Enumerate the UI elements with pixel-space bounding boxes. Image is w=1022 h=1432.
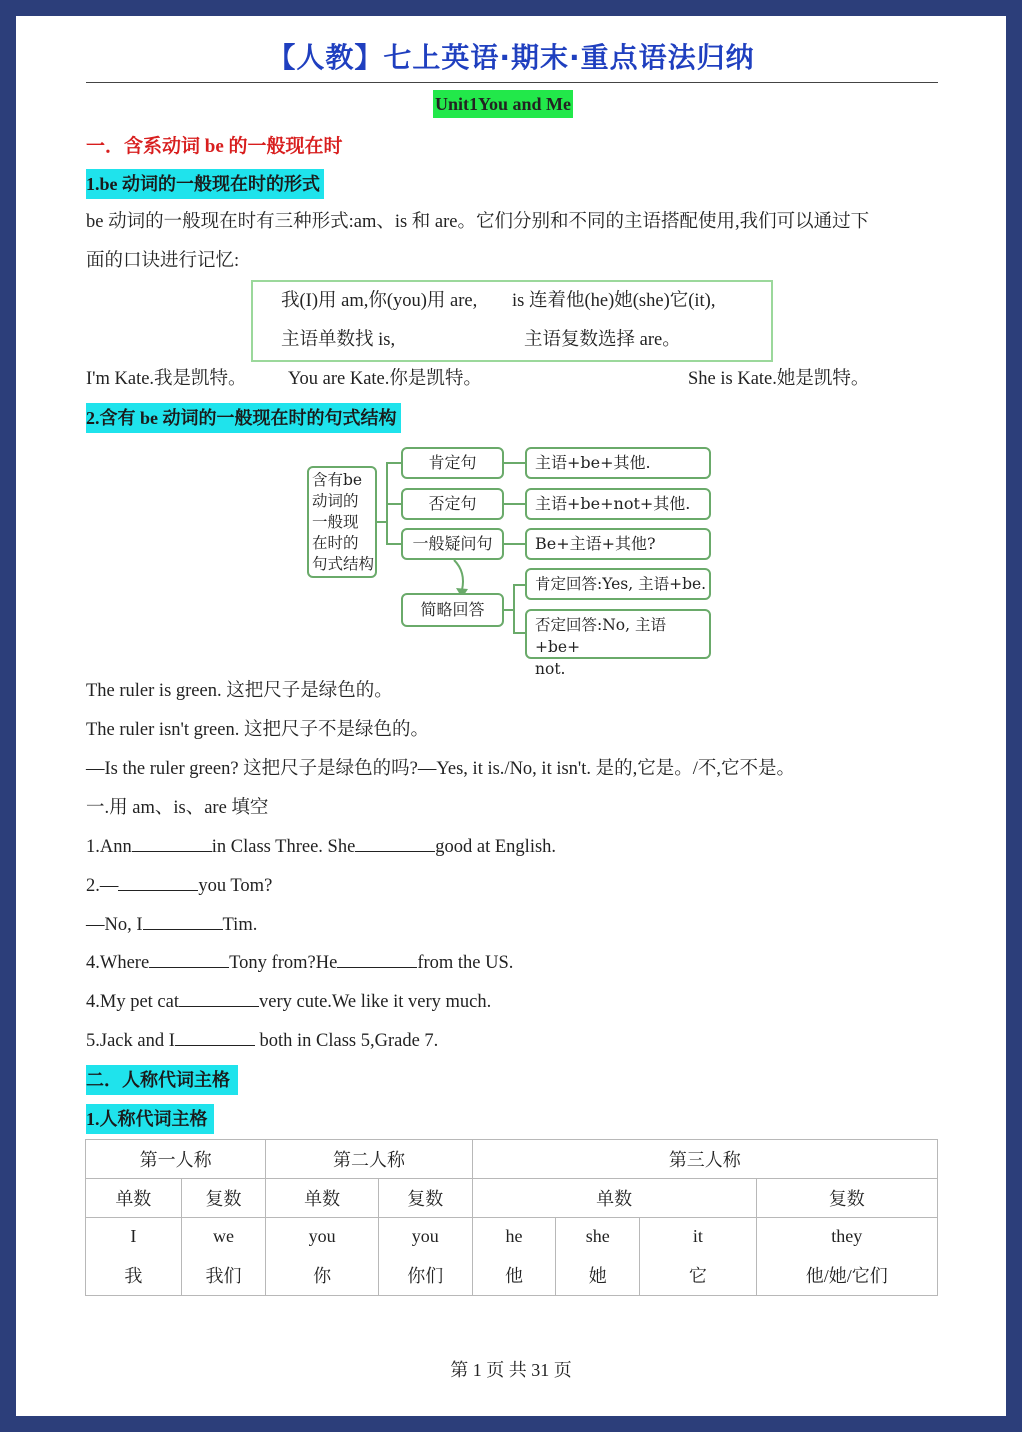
short-answer-box: 简略回答: [401, 593, 504, 627]
header-first-person: 第一人称: [86, 1140, 266, 1179]
sentence-2: The ruler isn't green. 这把尺子不是绿色的。: [86, 720, 429, 740]
pronoun-zh: 他: [504, 1265, 523, 1286]
q-text: 1.Ann: [86, 837, 132, 857]
q-text: 4.My pet cat: [86, 992, 179, 1012]
example-2: You are Kate.你是凯特。: [288, 369, 482, 389]
exercise-q2: [86, 874, 272, 898]
pronoun-zh: 你: [313, 1265, 332, 1286]
unit-label: Unit1You and Me: [433, 90, 573, 118]
answer-blank[interactable]: [149, 951, 229, 968]
rhyme-line2b: 主语复数选择 are。: [524, 330, 681, 350]
answer-blank[interactable]: [118, 874, 198, 891]
short-no-line-2: not.: [535, 660, 566, 678]
section1-sub2: 2.含有 be 动词的一般现在时的句式结构: [86, 403, 401, 433]
arrow-icon: [440, 558, 480, 598]
pronoun-table: [85, 1139, 938, 1296]
affirmative-box: 肯定句: [401, 447, 504, 479]
exercise-q4: [86, 990, 491, 1014]
connector: [513, 632, 525, 634]
connector: [504, 543, 525, 545]
header-singular: 单数: [266, 1179, 379, 1218]
connector: [386, 543, 401, 545]
q-text: 5.Jack and I: [86, 1031, 175, 1051]
pronoun-cell: [472, 1218, 556, 1296]
diagram-root-box: [307, 466, 377, 578]
rhyme-line2a: 主语单数找 is,: [281, 330, 396, 350]
diagram-root-line: 动词的: [312, 492, 359, 510]
answer-blank[interactable]: [132, 835, 212, 852]
pronoun-en: I: [130, 1225, 137, 1246]
header-singular: 单数: [86, 1179, 182, 1218]
header-second-person: 第二人称: [266, 1140, 472, 1179]
q-text: from the US.: [417, 953, 514, 973]
q-text: you Tom?: [198, 876, 273, 896]
connector: [504, 503, 525, 505]
intro-line-2: 面的口诀进行记忆:: [86, 251, 240, 271]
section2-sub1: 1.人称代词主格: [86, 1104, 214, 1134]
q-text: good at English.: [435, 837, 557, 857]
connector: [513, 584, 515, 634]
page-title: 【人教】七上英语·期末·重点语法归纳: [267, 41, 755, 74]
q-text: Tony from?He: [229, 953, 338, 973]
affirmative-rule-box: 主语+be+其他.: [525, 447, 711, 479]
sentence-3: —Is the ruler green? 这把尺子是绿色的吗?—Yes, it is./No, it isn't. 是的,它是。/不,它不是。: [86, 759, 796, 779]
q-text: both in Class 5,Grade 7.: [254, 1031, 439, 1051]
answer-blank[interactable]: [355, 835, 435, 852]
pronoun-en: he: [505, 1225, 523, 1246]
exercise-q2-reply: [86, 913, 257, 937]
diagram-root-line: 一般现: [312, 513, 359, 531]
question-box: 一般疑问句: [401, 528, 504, 560]
pronoun-cell: [556, 1218, 640, 1296]
q-text: 2.—: [86, 876, 119, 896]
header-plural: 复数: [181, 1179, 266, 1218]
exercise-q5: [86, 1029, 438, 1053]
connector: [513, 584, 525, 586]
section1-sub1: 1.be 动词的一般现在时的形式: [86, 169, 324, 199]
intro-line-1: be 动词的一般现在时有三种形式:am、is 和 are。它们分别和不同的主语搭配使用,我们可以通过下: [86, 212, 870, 232]
short-no-box: [525, 609, 711, 678]
pronoun-en: you: [411, 1225, 439, 1246]
q-text: very cute.We like it very much.: [259, 992, 492, 1012]
pronoun-en: it: [692, 1225, 703, 1246]
exercise-q3: [86, 951, 513, 975]
pronoun-cell: [181, 1218, 266, 1296]
connector: [386, 462, 401, 464]
pronoun-zh: 她: [588, 1265, 607, 1286]
connector: [386, 503, 401, 505]
exercise-title: 一.用 am、is、are 填空: [86, 798, 269, 818]
pronoun-zh: 他/她/它们: [805, 1265, 888, 1286]
exercise-q1: [86, 835, 556, 859]
q-text: —No, I: [86, 915, 143, 935]
q-text: 4.Where: [86, 953, 150, 973]
pronoun-cell: [86, 1218, 182, 1296]
pronoun-zh: 你们: [407, 1265, 444, 1286]
q-text: in Class Three. She: [211, 837, 356, 857]
pronoun-cell: [266, 1218, 379, 1296]
page-footer: 第 1 页 共 31 页: [450, 1360, 572, 1380]
rhyme-line1b: is 连着他(he)她(she)它(it),: [512, 291, 716, 311]
answer-blank[interactable]: [143, 913, 223, 930]
pronoun-en: she: [585, 1225, 610, 1246]
question-rule-box: Be+主语+其他?: [525, 528, 711, 560]
negative-box: 否定句: [401, 488, 504, 520]
pronoun-cell: [640, 1218, 757, 1296]
pronoun-zh: 它: [688, 1265, 707, 1286]
diagram-root-line: 在时的: [312, 534, 359, 552]
negative-rule-box: 主语+be+not+其他.: [525, 488, 711, 520]
header-singular: 单数: [472, 1179, 756, 1218]
short-no-line-1: 否定回答:No, 主语+be+: [535, 616, 666, 656]
section1-heading: 一．含系动词 be 的一般现在时: [86, 136, 343, 157]
section2-heading: 二．人称代词主格: [86, 1065, 238, 1095]
connector: [504, 462, 525, 464]
header-plural: 复数: [756, 1179, 937, 1218]
answer-blank[interactable]: [179, 990, 259, 1007]
diagram-root-line: 句式结构: [312, 555, 375, 573]
pronoun-zh: 我们: [205, 1265, 242, 1286]
pronoun-zh: 我: [124, 1265, 143, 1286]
title-divider: [86, 82, 938, 83]
example-3: She is Kate.她是凯特。: [688, 369, 870, 389]
rhyme-line1a: 我(I)用 am,你(you)用 are,: [281, 291, 478, 311]
answer-blank[interactable]: [175, 1029, 255, 1046]
pronoun-en: they: [831, 1225, 863, 1246]
header-third-person: 第三人称: [472, 1140, 937, 1179]
short-yes-box: 肯定回答:Yes, 主语+be.: [525, 568, 711, 600]
pronoun-en: we: [212, 1225, 234, 1246]
answer-blank[interactable]: [337, 951, 417, 968]
example-1: I'm Kate.我是凯特。: [86, 369, 247, 389]
pronoun-cell: [378, 1218, 472, 1296]
header-plural: 复数: [378, 1179, 472, 1218]
pronoun-cell: [756, 1218, 937, 1296]
pronoun-en: you: [308, 1225, 336, 1246]
q-text: Tim.: [222, 915, 258, 935]
diagram-root-line: 含有be: [312, 471, 363, 489]
sentence-1: The ruler is green. 这把尺子是绿色的。: [86, 681, 393, 701]
